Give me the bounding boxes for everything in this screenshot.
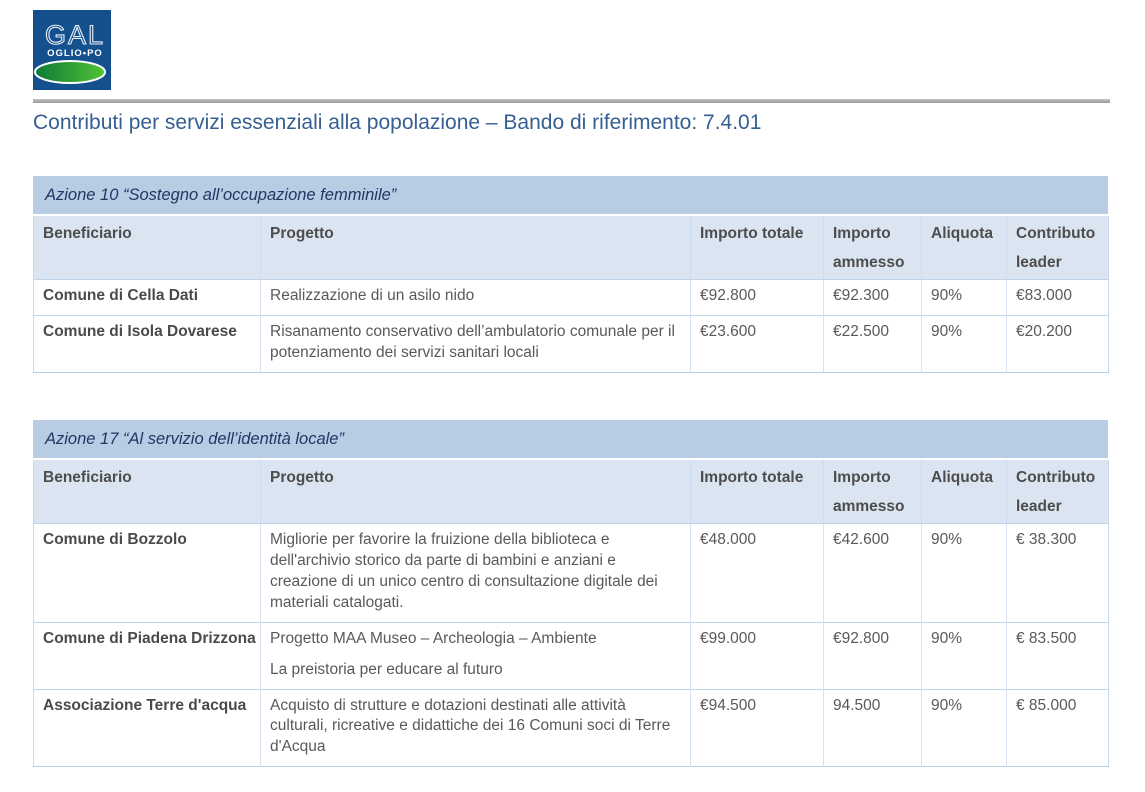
data-table xyxy=(33,216,1109,373)
cell-contributo_leader: € 83.500 xyxy=(1007,622,1109,689)
table-row xyxy=(34,622,1109,689)
column-header-importo_totale: Importo totale xyxy=(691,216,824,280)
cell-aliquota: 90% xyxy=(922,622,1007,689)
cell-importo_totale: €99.000 xyxy=(691,622,824,689)
data-table xyxy=(33,460,1109,767)
column-header-importo_ammesso: Importo ammesso xyxy=(824,216,922,280)
cell-beneficiario: Comune di Piadena Drizzona xyxy=(34,622,261,689)
page-title: Contributi per servizi essenziali alla popolazione – Bando di riferimento: 7.4.01 xyxy=(33,111,762,134)
cell-beneficiario: Comune di Bozzolo xyxy=(34,524,261,623)
table-row xyxy=(34,524,1109,623)
cell-importo_totale: €48.000 xyxy=(691,524,824,623)
cell-importo_totale: €92.800 xyxy=(691,280,824,316)
logo-text-ogliopo: OGLIO•PO xyxy=(47,48,103,59)
cell-paragraph: Acquisto di strutture e dotazioni destinati alle attività culturali, ricreative e didattiche dei 16 Comuni soci di Terre d'Acqua xyxy=(270,696,671,756)
table-row xyxy=(34,315,1109,372)
cell-progetto xyxy=(261,315,691,372)
cell-paragraph: Progetto MAA Museo – Archeologia – Ambiente xyxy=(270,629,597,647)
cell-importo_totale: €23.600 xyxy=(691,315,824,372)
column-header-contributo_leader: Contributo leader xyxy=(1007,460,1109,524)
table-azione-10 xyxy=(33,176,1108,373)
cell-aliquota: 90% xyxy=(922,524,1007,623)
cell-paragraph: La preistoria per educare al futuro xyxy=(270,660,503,678)
table-azione-17 xyxy=(33,420,1108,767)
column-header-progetto: Progetto xyxy=(261,460,691,524)
column-header-contributo_leader: Contributo leader xyxy=(1007,216,1109,280)
table-row xyxy=(34,280,1109,316)
cell-contributo_leader: € 85.000 xyxy=(1007,689,1109,767)
cell-progetto xyxy=(261,280,691,316)
cell-contributo_leader: €83.000 xyxy=(1007,280,1109,316)
logo-text-gal: GAL xyxy=(44,20,106,50)
cell-importo_ammesso: €42.600 xyxy=(824,524,922,623)
cell-beneficiario: Comune di Cella Dati xyxy=(34,280,261,316)
column-header-importo_ammesso: Importo ammesso xyxy=(824,460,922,524)
cell-progetto xyxy=(261,524,691,623)
column-header-importo_totale: Importo totale xyxy=(691,460,824,524)
cell-aliquota: 90% xyxy=(922,280,1007,316)
cell-beneficiario: Comune di Isola Dovarese xyxy=(34,315,261,372)
column-header-aliquota: Aliquota xyxy=(922,460,1007,524)
table-caption-azione: Azione 10 “Sostegno all’occupazione femminile” xyxy=(33,176,1108,216)
cell-importo_ammesso: €92.800 xyxy=(824,622,922,689)
table-caption-azione: Azione 17 “Al servizio dell’identità locale” xyxy=(33,420,1108,460)
gal-oglio-po-logo xyxy=(33,10,111,90)
header-row xyxy=(34,216,1109,280)
cell-beneficiario: Associazione Terre d'acqua xyxy=(34,689,261,767)
cell-importo_ammesso: 94.500 xyxy=(824,689,922,767)
column-header-beneficiario: Beneficiario xyxy=(34,460,261,524)
cell-contributo_leader: €20.200 xyxy=(1007,315,1109,372)
logo-green-ellipse xyxy=(35,61,105,83)
cell-progetto xyxy=(261,622,691,689)
header-divider-rule xyxy=(33,99,1110,103)
column-header-aliquota: Aliquota xyxy=(922,216,1007,280)
cell-importo_totale: €94.500 xyxy=(691,689,824,767)
cell-importo_ammesso: €92.300 xyxy=(824,280,922,316)
cell-paragraph: Realizzazione di un asilo nido xyxy=(270,287,475,304)
table-row xyxy=(34,689,1109,767)
cell-aliquota: 90% xyxy=(922,689,1007,767)
column-header-beneficiario: Beneficiario xyxy=(34,216,261,280)
cell-contributo_leader: € 38.300 xyxy=(1007,524,1109,623)
column-header-progetto: Progetto xyxy=(261,216,691,280)
cell-paragraph: Migliorie per favorire la fruizione della biblioteca e dell'archivio storico da parte di bambini e anziani e creazione di un unico centro di consultazione digitale dei materiali catalogati. xyxy=(270,531,658,611)
cell-paragraph: Risanamento conservativo dell’ambulatorio comunale per il potenziamento dei servizi sanitari locali xyxy=(270,322,675,361)
cell-progetto xyxy=(261,689,691,767)
cell-importo_ammesso: €22.500 xyxy=(824,315,922,372)
header-row xyxy=(34,460,1109,524)
cell-aliquota: 90% xyxy=(922,315,1007,372)
